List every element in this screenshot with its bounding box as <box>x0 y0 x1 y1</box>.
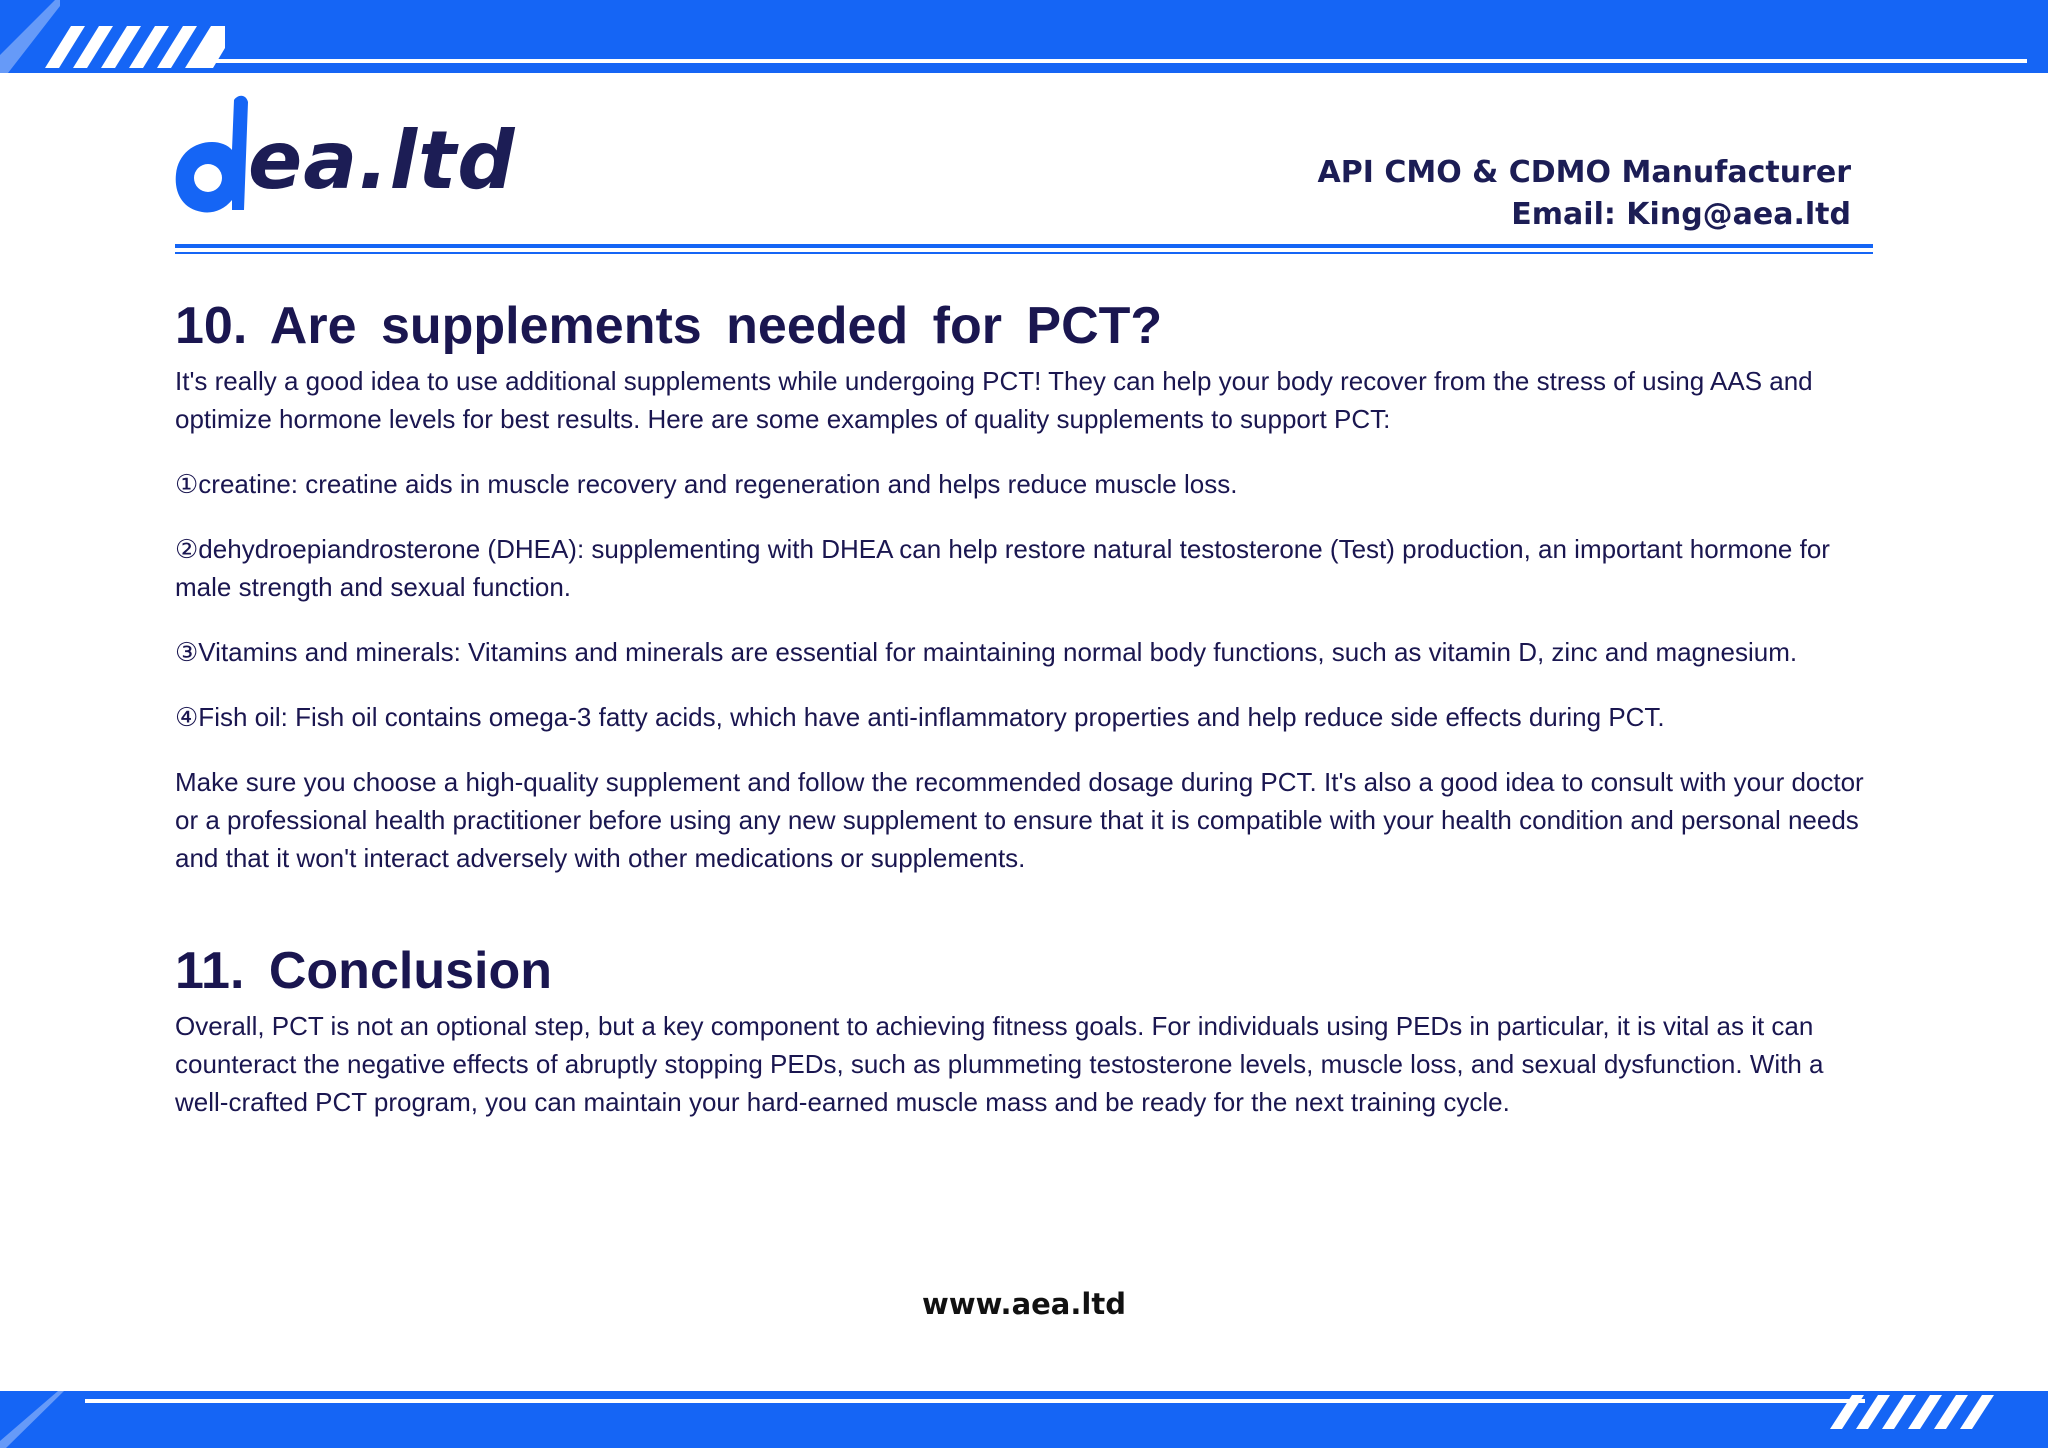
supplement-item-vitamins: ③Vitamins and minerals: Vitamins and minerals are essential for maintaining normal body functions, such as vitamin D, zinc and magnesium. <box>175 637 1798 667</box>
supplement-item-fish-oil: ④Fish oil: Fish oil contains omega-3 fatty acids, which have anti-inflammatory properties and help reduce side effects during PCT. <box>175 702 1665 732</box>
header-tagline <box>1318 152 1851 236</box>
supplement-item-creatine: ①creatine: creatine aids in muscle recovery and regeneration and helps reduce muscle loss. <box>175 469 1238 499</box>
document-body <box>175 290 1875 1148</box>
supplement-item-dhea: ②dehydroepiandrosterone (DHEA): supplementing with DHEA can help restore natural testosterone (Test) production, an important hormone for male strength and sexual function. <box>175 534 1830 602</box>
logo-wordmark: ea.ltd <box>248 114 516 207</box>
section-11-heading: 11. Conclusion <box>175 942 552 1000</box>
section-10-closing: Make sure you choose a high-quality supplement and follow the recommended dosage during PCT. It's also a good idea to consult with your doctor or a professional health practitioner before using any new supplement to ensure that it is compatible with your health condition and personal needs and that it won't interact adversely with other medications or supplements. <box>175 767 1864 873</box>
bottom-stripes-decoration <box>1830 1395 2010 1429</box>
top-banner <box>0 0 2048 73</box>
footer-website-url: www.aea.ltd <box>922 1287 1126 1321</box>
tagline-service: API CMO & CDMO Manufacturer <box>1317 155 1851 190</box>
header-rule-thin <box>175 252 1873 254</box>
section-11-body: Overall, PCT is not an optional step, but a key component to achieving fitness goals. For individuals using PEDs in particular, it is vital as it can counteract the negative effects of abruptly stopping PEDs, such as plummeting testosterone levels, muscle loss, and sexual dysfunction. With a well-crafted PCT program, you can maintain your hard-earned muscle mass and be ready for the next training cycle. <box>175 1011 1824 1117</box>
bottom-banner-line <box>85 1399 1865 1403</box>
section-10-intro: It's really a good idea to use additional supplements while undergoing PCT! They can help your body recover from the stress of using AAS and optimize hormone levels for best results. Here are some examples of quality supplements to support PCT: <box>175 366 1813 434</box>
header-rule-thick <box>175 244 1873 248</box>
stripes-decoration <box>45 26 225 68</box>
bottom-corner-notch-decoration <box>0 1391 70 1448</box>
section-10-heading: 10. Are supplements needed for PCT? <box>175 297 1163 355</box>
tagline-email: Email: King@aea.ltd <box>1511 197 1851 232</box>
company-logo <box>172 92 516 217</box>
bottom-banner <box>0 1391 2048 1448</box>
top-banner-line <box>212 59 2027 63</box>
